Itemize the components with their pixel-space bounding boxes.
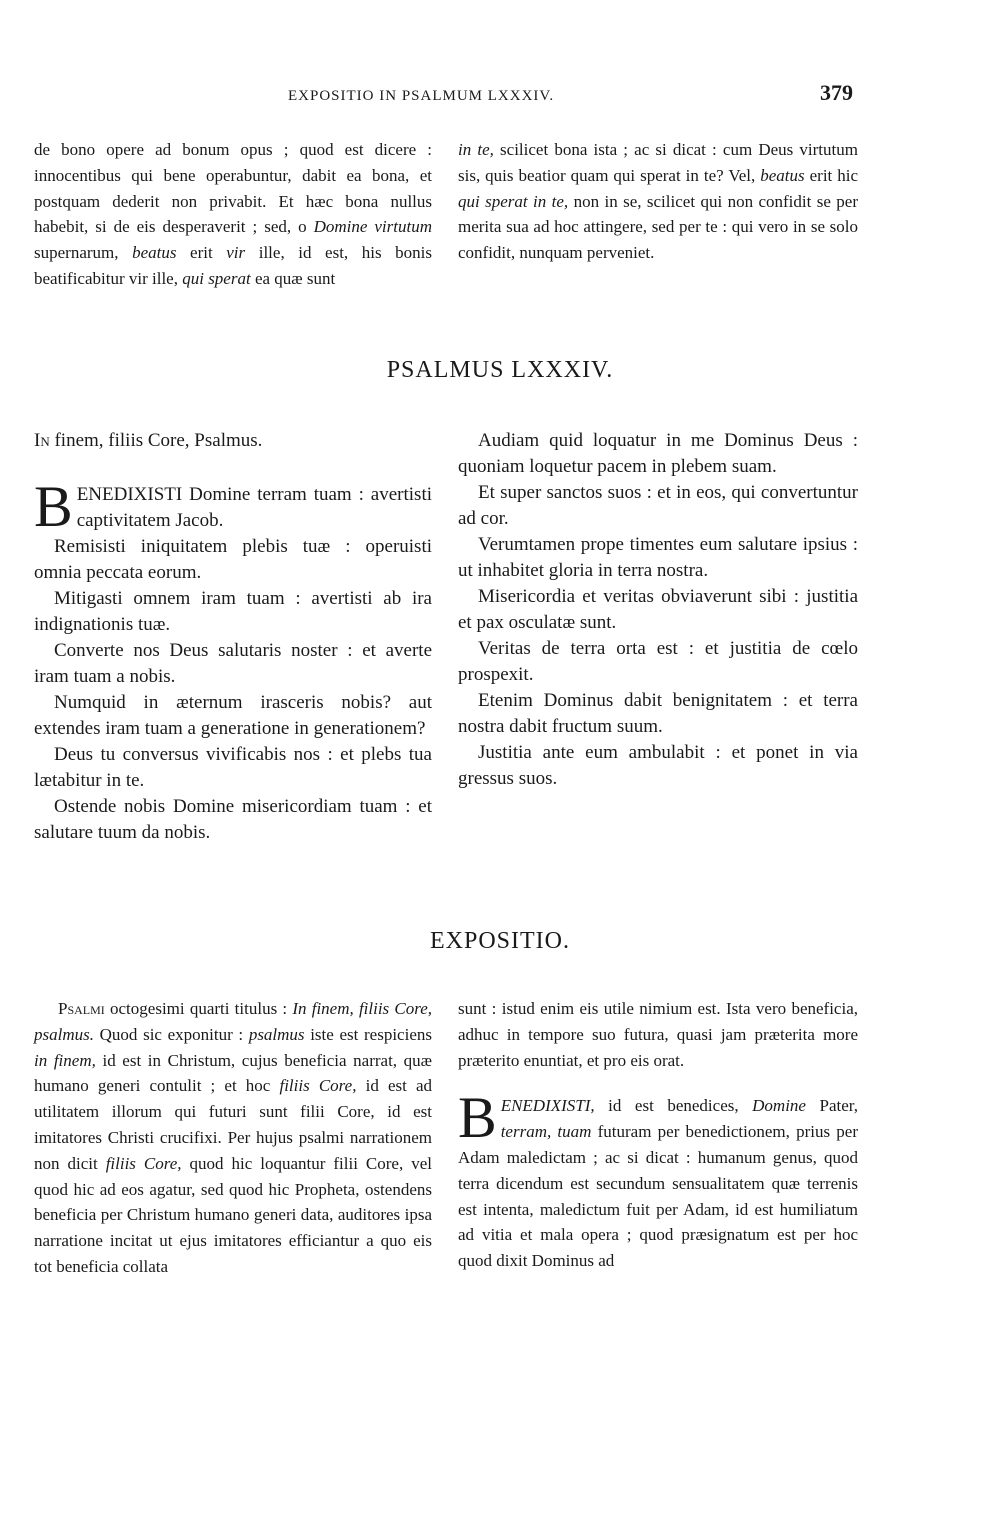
- text-run: octogesimi quarti titulus :: [104, 999, 293, 1018]
- psalm-title-rest: finem, filiis Core, Psalmus.: [49, 430, 263, 451]
- text-run: supernarum,: [34, 243, 133, 263]
- expositio-left: [34, 996, 432, 1280]
- italic-run: vir: [226, 243, 246, 263]
- italic-run: qui sperat in te,: [458, 191, 569, 211]
- verses-left: [34, 474, 432, 846]
- psalm-heading: PSALMUS LXXXIV.: [386, 357, 614, 383]
- verse: Verumtamen prope timentes eum salutare ipsius : ut inhabitet gloria in terra nostra.: [458, 534, 858, 581]
- expositio-left-text: [34, 996, 432, 1280]
- running-title: EXPOSITIO IN PSALMUM LXXXIV.: [288, 88, 555, 104]
- expositio-right-dropcap-paragraph: [458, 1085, 858, 1274]
- text-run: non in se, scilicet qui non confidit se per merita sua ad hoc attingere, sed per te : qui vero in se solo confidit, nunquam perveniet.: [458, 191, 859, 263]
- expositio-heading: EXPOSITIO.: [430, 928, 570, 954]
- verse: Converte nos Deus salutaris noster : et averte iram tuam a nobis.: [34, 640, 432, 687]
- text-run: id est in Christum, cujus beneficia narrat, quæ humano generi contulit ; et hoc: [34, 1050, 432, 1096]
- text-run: ea quæ sunt: [250, 268, 336, 288]
- expositio-right-text-2: [458, 1085, 858, 1271]
- italic-run: Domine: [752, 1096, 806, 1116]
- verse: Misericordia et veritas obviaverunt sibi : justitia et pax osculatæ sunt.: [458, 586, 858, 633]
- verse: Ostende nobis Domine misericordiam tuam : et salutare tuum da nobis.: [34, 796, 432, 843]
- psalm-title: [34, 428, 432, 454]
- italic-run: filiis Core,: [105, 1153, 182, 1173]
- italic-run: Domine virtutum: [313, 217, 432, 237]
- verse: Justitia ante eum ambulabit : et ponet in via gressus suos.: [458, 742, 858, 789]
- psalm-title-initial: In: [34, 430, 50, 451]
- text-run: id est ad utilitatem illorum qui futuri sunt filii Core, id est imitatores Christi crucifixi. Per hujus psalmi narrationem non dicit: [34, 1076, 433, 1173]
- text-run: de bono opere ad bonum opus ; quod est dicere : innocentibus qui bene operabuntur, dabit ea bona, et postquam dederit non privabit. Et hæc bona nullus habebit, si de eis desperaverit ; sed, o: [34, 140, 432, 237]
- text-run: futuram per benedictionem, prius per Adam maledictam ; ac si dicat : humanum genus, quod terra dicendum est secundum sensualitatem quæ terrenis est intenta, maledictum fuit per Adam, id est humiliatum ad vitia et mala opera ; quod præsignatum est per hoc quod dixit Dominus ad: [458, 1122, 858, 1271]
- verse: Mitigasti omnem iram tuam : avertisti ab ira indignationis tuæ.: [34, 588, 432, 635]
- text-run: iste est respiciens: [304, 1024, 432, 1044]
- page-number: 379: [820, 80, 853, 105]
- verse: Veritas de terra orta est : et justitia de cœlo prospexit.: [458, 638, 858, 685]
- text-run: erit: [176, 243, 227, 263]
- verse: Deus tu conversus vivificabis nos : et plebs tua lætabitur in te.: [34, 744, 432, 791]
- top-right-paragraph: [458, 137, 858, 266]
- italic-run: in finem,: [34, 1050, 96, 1070]
- verse: Et super sanctos suos : et in eos, qui convertuntur ad cor.: [458, 482, 858, 529]
- italic-run: beatus: [760, 165, 805, 185]
- italic-run: filiis Core,: [279, 1076, 357, 1096]
- top-left-text: [34, 137, 432, 292]
- text-run: Pater,: [805, 1096, 858, 1116]
- expositio-right: [458, 996, 858, 1274]
- italic-run: in te,: [458, 140, 494, 159]
- verse-first: [34, 474, 432, 539]
- italic-run: terram, tuam: [500, 1122, 592, 1142]
- text-run: Quod sic exponitur :: [93, 1024, 249, 1044]
- verse-first-text: ENEDIXISTI Domine terram tuam : avertisti captivitatem Jacob.: [76, 484, 432, 531]
- dropcap-b: B: [458, 1085, 497, 1151]
- top-right-text: [458, 137, 858, 266]
- verse: Audiam quid loquatur in me Dominus Deus : quoniam loquetur pacem in plebem suam.: [458, 430, 858, 477]
- top-left-paragraph: [34, 137, 432, 292]
- text-run: erit hic: [804, 165, 859, 185]
- text-run: ille, id est, his bonis beatificabitur vir ille,: [34, 243, 432, 288]
- italic-run: psalmus: [248, 1024, 305, 1044]
- text-run: scilicet bona ista ; ac si dicat : cum Deus virtutum sis, quis beatior quam qui sperat in te? Vel,: [458, 140, 858, 185]
- italic-run: In finem, filiis Core, psalmus.: [34, 999, 433, 1044]
- italic-run: qui sperat: [182, 268, 251, 288]
- text-run: Psalmi: [58, 999, 105, 1018]
- italic-run: ENEDIXISTI,: [500, 1096, 595, 1116]
- running-head: [0, 80, 1000, 110]
- text-run: quod hic loquantur filii Core, vel quod hic ad eos agatur, sed quod hic Propheta, ostendens beneficia per Christum humano generi data, auditores ipsa narratione incitat ut ejus imitatores efficiantur a quo eis tot beneficia collata: [34, 1153, 432, 1276]
- dropcap-b: B: [34, 474, 73, 539]
- verse: Etenim Dominus dabit benignitatem : et terra nostra dabit fructum suum.: [458, 690, 858, 737]
- verses-right: [458, 428, 858, 792]
- expositio-right-text-1: sunt : istud enim eis utile nimium est. Ista vero beneficia, adhuc in tempore suo futura, quasi jam præterita more præterito enuntiat, et pro eis orat.: [458, 999, 858, 1070]
- italic-run: beatus: [132, 243, 177, 263]
- verse: Remisisti iniquitatem plebis tuæ : operuisti omnia peccata eorum.: [34, 536, 432, 583]
- text-run: id est benedices,: [594, 1096, 753, 1116]
- verse: Numquid in æternum irasceris nobis? aut extendes iram tuam a generatione in generationem?: [34, 692, 432, 739]
